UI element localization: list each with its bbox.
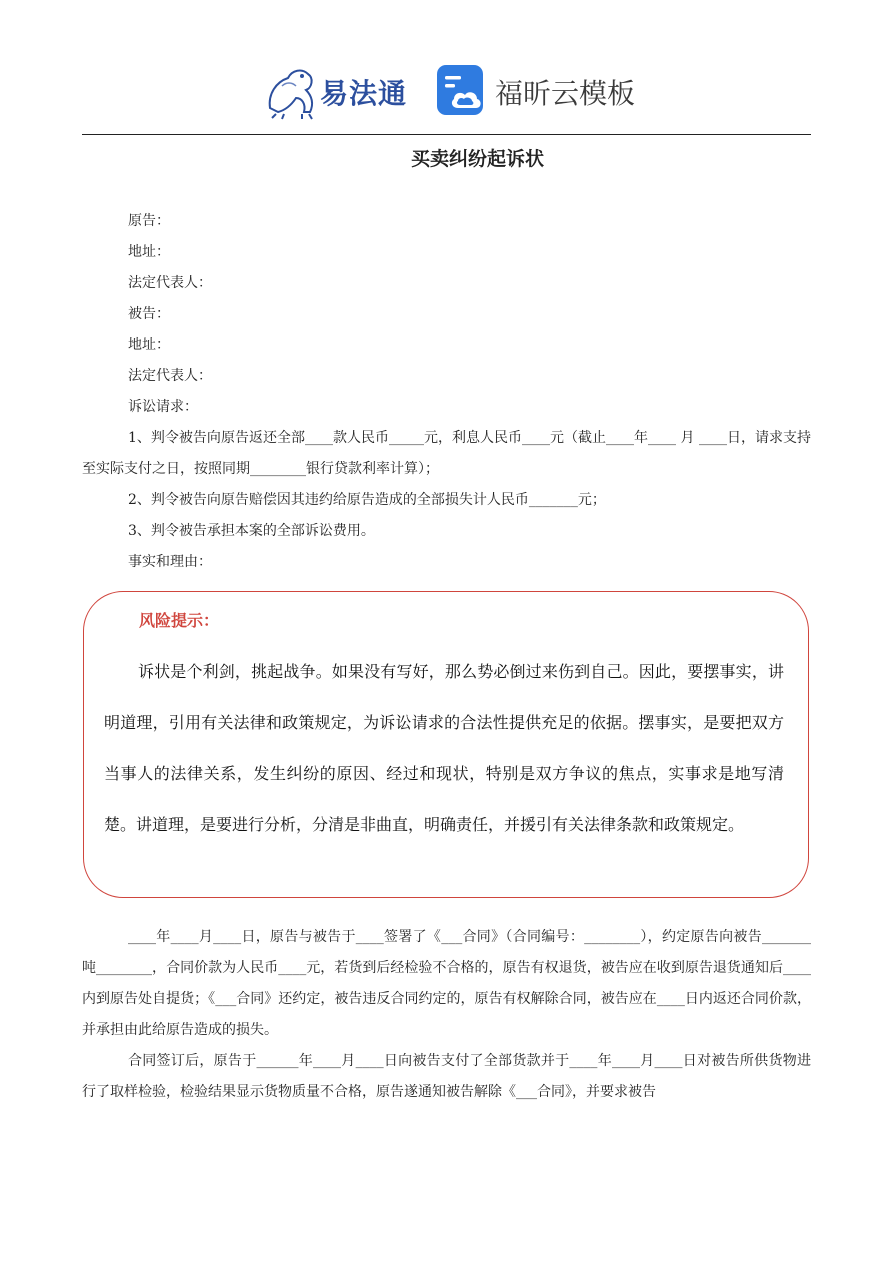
plaintiff-label: 原告： <box>128 213 170 229</box>
claims-heading: 诉讼请求： <box>128 399 198 415</box>
claim-item-1: 1、判令被告向原告返还全部____款人民币_____元，利息人民币____元（截止____年____ 月 ____日，请求支持至实际支付之日，按照同期________银行贷款利率计算）； <box>82 430 811 477</box>
facts-heading: 事实和理由： <box>128 554 212 570</box>
risk-notice-title: 风险提示： <box>139 611 220 630</box>
header-divider <box>82 134 811 135</box>
facts-section <box>82 922 811 1108</box>
facts-paragraph-2: 合同签订后，原告于______年____月____日向被告支付了全部货款并于____年____月____日对被告所供货物进行了取样检验，检验结果显示货物质量不合格，原告遂通知被告解除《___合同》，并要求被告 <box>82 1053 811 1100</box>
party-list <box>82 206 811 578</box>
plaintiff-representative-label: 法定代表人： <box>128 275 212 291</box>
document-title: 买卖纠纷起诉状 <box>410 148 544 170</box>
defendant-label: 被告： <box>128 306 170 322</box>
defendant-representative-label: 法定代表人： <box>128 368 212 384</box>
cloud-document-icon <box>436 64 486 116</box>
risk-notice-box <box>83 591 809 898</box>
logo-right-text: 福昕云模板 <box>495 77 636 110</box>
logo-left-text: 易法通 <box>320 77 408 110</box>
document-header <box>0 58 893 128</box>
facts-paragraph-1: ____年____月____日，原告与被告于____签署了《___合同》（合同编号：________），约定原告向被告_______吨________，合同价款为人民币____元，若货到后经检验不合格的，原告有权退货，被告应在收到原告退货通知后____内到原告处自提货；《___合同》还约定，被告违反合同约定的，原告有权解除合同，被告应在____日内返还合同价款，并承担由此给原告造成的损失。 <box>82 929 811 1038</box>
risk-notice-body: 诉状是个利剑，挑起战争。如果没有写好，那么势必倒过来伤到自己。因此，要摆事实，讲明道理，引用有关法律和政策规定，为诉讼请求的合法性提供充足的依据。摆事实，是要把双方当事人的法律关系，发生纠纷的原因、经过和现状，特别是双方争议的焦点，实事求是地写清楚。讲道理，是要进行分析，分清是非曲直，明确责任，并援引有关法律条款和政策规定。 <box>104 662 784 834</box>
claim-item-2: 2、判令被告向原告赔偿因其违约给原告造成的全部损失计人民币_______元； <box>128 492 606 508</box>
claim-item-3: 3、判令被告承担本案的全部诉讼费用。 <box>128 523 375 539</box>
defendant-address-label: 地址： <box>128 337 170 353</box>
plaintiff-address-label: 地址： <box>128 244 170 260</box>
